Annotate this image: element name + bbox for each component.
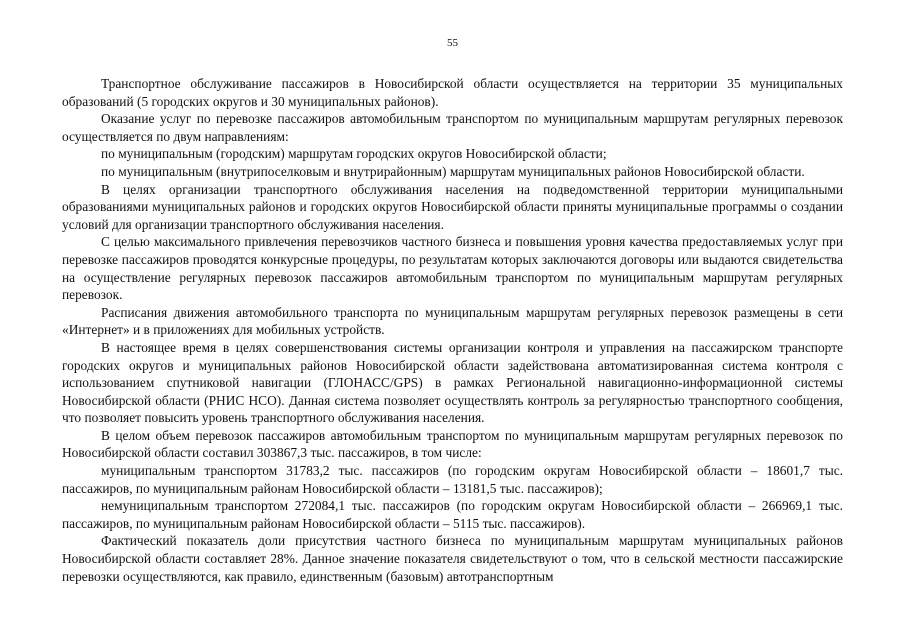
paragraph: С целью максимального привлечения перевозчиков частного бизнеса и повышения уровня качества предоставляемых услуг при перевозке пассажиров проводятся конкурсные процедуры, по результатам которых заключаются договоры или выдаются свидетельства на осуществление регулярных перевозок пассажиров автомобильным транспортом по муниципальным маршрутам регулярных перевозок. (62, 234, 843, 303)
paragraph-last: Фактический показатель доли присутствия частного бизнеса по муниципальным маршрутам муниципальных районов Новосибирской области составляет 28%. Данное значение показателя свидетельствуют о том, что в сельской местности пассажирские перевозки осуществляются, как правило, единственным (базовым) автотранспортным (62, 533, 843, 584)
paragraph: В целом объем перевозок пассажиров автомобильным транспортом по муниципальным маршрутам регулярных перевозок по Новосибирской области составил 303867,3 тыс. пассажиров, в том числе: (62, 427, 843, 461)
paragraph: Оказание услуг по перевозке пассажиров автомобильным транспортом по муниципальным маршрутам регулярных перевозок осуществляется по двум направлениям: (62, 111, 843, 144)
page-number: 55 (447, 37, 458, 49)
paragraph: по муниципальным (городским) маршрутам городских округов Новосибирской области; (101, 146, 607, 162)
paragraph: Расписания движения автомобильного транспорта по муниципальным маршрутам регулярных перевозок размещены в сети «Интернет» и в приложениях для мобильных устройств. (62, 304, 843, 338)
paragraph: немуниципальным транспортом 272084,1 тыс. пассажиров (по городским округам Новосибирской области – 266969,1 тыс. пассажиров, по муниципальным районам Новосибирской области – 5115 тыс. пассажиров). (62, 498, 843, 531)
paragraph: муниципальным транспортом 31783,2 тыс. пассажиров (по городским округам Новосибирской области – 18601,7 тыс. пассажиров, по муниципальным районам Новосибирской области – 13181,5 тыс. пассажиров); (62, 463, 843, 496)
paragraph: Транспортное обслуживание пассажиров в Новосибирской области осуществляется на территории 35 муниципальных образований (5 городских округов и 30 муниципальных районов). (62, 76, 843, 109)
document-body (62, 75, 843, 585)
paragraph: по муниципальным (внутрипоселковым и внутрирайонным) маршрутам муниципальных районов Новосибирской области. (101, 163, 805, 179)
paragraph: В целях организации транспортного обслуживания населения на подведомственной территории муниципальными образованиями муниципальных районов и городских округов Новосибирской области приняты муниципальные программы о создании условий для организации транспортного обслуживания населения. (62, 181, 843, 232)
paragraph: В настоящее время в целях совершенствования системы организации контроля и управления на пассажирском транспорте городских округов и муниципальных районов Новосибирской области задействована автоматизированная система контроля с использованием спутниковой навигации (ГЛОНАСС/GPS) в рамках Региональной навигационно-информационной системы Новосибирской области (РНИС НСО). Данная система позволяет осуществлять контроль за регулярностью транспортного сообщения, что позволяет повысить уровень транспортного обслуживания населения. (62, 339, 843, 426)
